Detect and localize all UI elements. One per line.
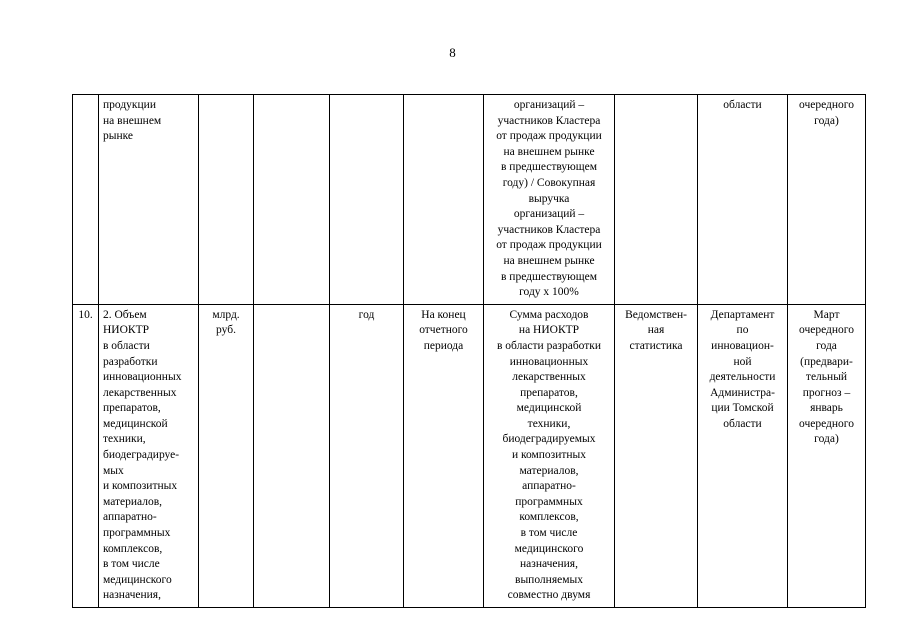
empty-cell xyxy=(254,304,330,607)
deadline-cell: очередного года) xyxy=(788,95,866,305)
table-row xyxy=(73,95,866,305)
unit-cell xyxy=(199,95,254,305)
indicator-name-cell: продукции на внешнем рынке xyxy=(99,95,199,305)
unit-cell: млрд. руб. xyxy=(199,304,254,607)
deadline-cell: Март очередного года (предвари- тельный прогноз – январь очередного года) xyxy=(788,304,866,607)
page-number: 8 xyxy=(449,45,456,60)
indicator-name-cell: 2. Объем НИОКТР в области разработки инновационных лекарственных препаратов, медицинской техники, биодеградируе- мых и композитных материалов, аппаратно- программных комплексов, в том числе медицинского назначения, xyxy=(99,304,199,607)
table-row xyxy=(73,304,866,607)
timing-cell xyxy=(404,95,484,305)
data-source-cell xyxy=(615,95,698,305)
responsible-cell: области xyxy=(698,95,788,305)
data-source-cell: Ведомствен- ная статистика xyxy=(615,304,698,607)
periodicity-cell xyxy=(330,95,404,305)
timing-cell: На конец отчетного периода xyxy=(404,304,484,607)
calculation-method-cell: организаций – участников Кластера от продаж продукции на внешнем рынке в предшествующем году) / Совокупная выручка организаций – участников Кластера от продаж продукции на внешнем рынке в предшествующем году x 100% xyxy=(484,95,615,305)
row-number-cell: 10. xyxy=(73,304,99,607)
empty-cell xyxy=(254,95,330,305)
periodicity-cell: год xyxy=(330,304,404,607)
responsible-cell: Департамент по инновацион- ной деятельности Администра- ции Томской области xyxy=(698,304,788,607)
calculation-method-cell: Сумма расходов на НИОКТР в области разработки инновационных лекарственных препаратов, медицинской техники, биодеградируемых и композитных материалов, аппаратно- программных комплексов, в том числе медицинского назначения, выполняемых совместно двумя xyxy=(484,304,615,607)
row-number-cell xyxy=(73,95,99,305)
indicator-table xyxy=(72,94,866,608)
